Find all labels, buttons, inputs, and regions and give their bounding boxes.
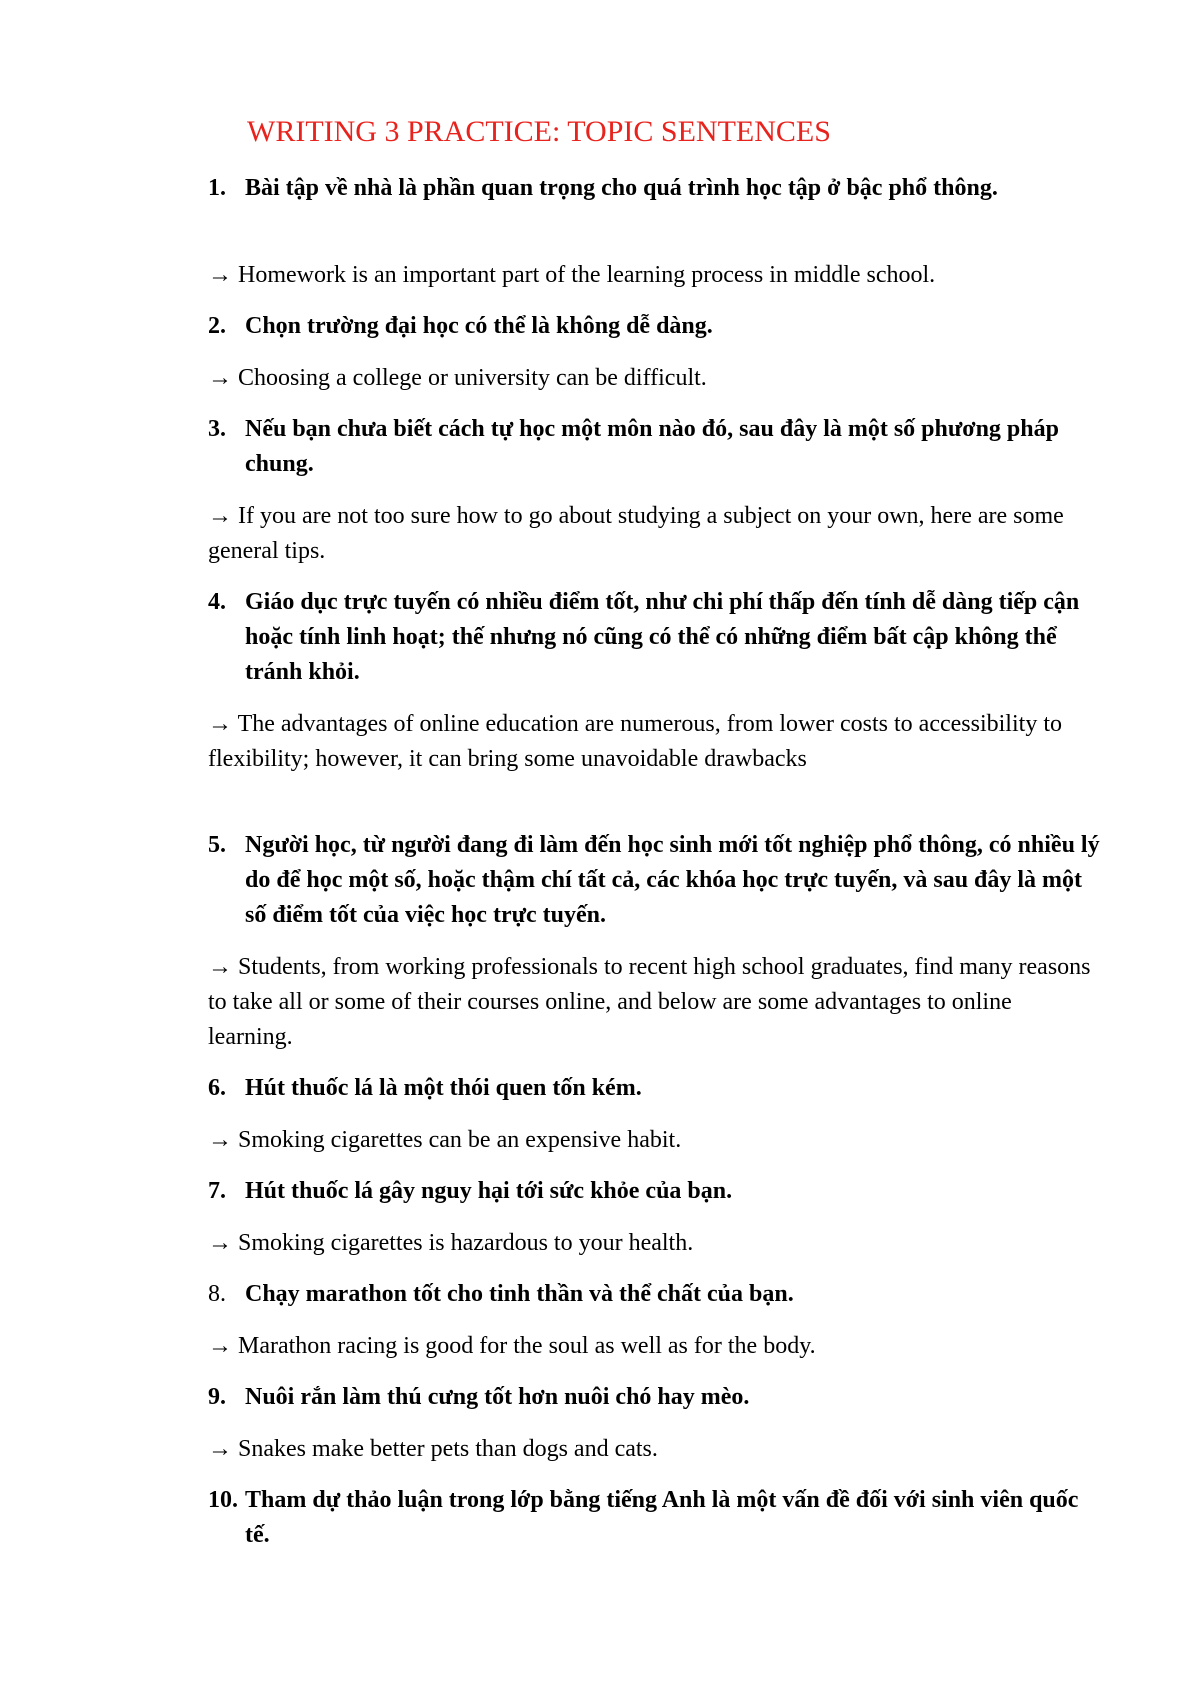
vietnamese-sentence: Người học, từ người đang đi làm đến học sinh mới tốt nghiệp phổ thông, có nhiều lý do để học một số, hoặc thậm chí tất cả, các khóa học trực tuyến, và sau đây là một số điểm tốt của việc học trực tuyến.	[245, 832, 1100, 928]
exercise-item-9	[208, 1380, 1108, 1415]
item-number: 4.	[208, 589, 226, 615]
item-number: 3.	[208, 416, 226, 442]
item-number: 5.	[208, 832, 226, 858]
english-translation: → If you are not too sure how to go about studying a subject on your own, here are some general tips.	[208, 503, 1064, 564]
vietnamese-sentence: Nếu bạn chưa biết cách tự học một môn nào đó, sau đây là một số phương pháp chung.	[245, 416, 1059, 477]
exercise-item-4	[208, 585, 1108, 690]
english-translation: → Marathon racing is good for the soul as well as for the body.	[208, 1333, 816, 1359]
item-number: 2.	[208, 313, 226, 339]
vietnamese-sentence: Hút thuốc lá gây nguy hại tới sức khỏe của bạn.	[245, 1178, 733, 1204]
item-number: 8.	[208, 1281, 226, 1307]
page-title: WRITING 3 PRACTICE: TOPIC SENTENCES	[247, 115, 831, 148]
english-translation: → The advantages of online education are numerous, from lower costs to accessibility to flexibility; however, it can bring some unavoidable drawbacks	[208, 711, 1062, 772]
exercise-item-7	[208, 1174, 1108, 1209]
exercise-item-3	[208, 412, 1108, 482]
vietnamese-sentence: Nuôi rắn làm thú cưng tốt hơn nuôi chó hay mèo.	[245, 1384, 750, 1410]
item-number: 10.	[208, 1487, 238, 1513]
item-number: 1.	[208, 175, 226, 201]
item-number: 9.	[208, 1384, 226, 1410]
exercise-item-1	[208, 171, 1108, 206]
english-translation: → Choosing a college or university can be difficult.	[208, 365, 707, 391]
exercise-item-6	[208, 1071, 1108, 1106]
exercise-item-5	[208, 828, 1108, 933]
exercise-item-10	[208, 1483, 1108, 1553]
english-translation: → Snakes make better pets than dogs and cats.	[208, 1436, 658, 1462]
vietnamese-sentence: Giáo dục trực tuyến có nhiều điểm tốt, như chi phí thấp đến tính dễ dàng tiếp cận hoặc tính linh hoạt; thế nhưng nó cũng có thể có những điểm bất cập không thể tránh khỏi.	[245, 589, 1080, 685]
vietnamese-sentence: Chạy marathon tốt cho tinh thần và thể chất của bạn.	[245, 1281, 794, 1307]
english-translation: → Students, from working professionals to recent high school graduates, find many reasons to take all or some of their courses online, and below are some advantages to online learning.	[208, 954, 1091, 1050]
vietnamese-sentence: Hút thuốc lá là một thói quen tốn kém.	[245, 1075, 642, 1101]
english-translation: → Homework is an important part of the learning process in middle school.	[208, 262, 936, 288]
item-number: 7.	[208, 1178, 226, 1204]
item-number: 6.	[208, 1075, 226, 1101]
exercise-item-2	[208, 309, 1108, 344]
vietnamese-sentence: Bài tập về nhà là phần quan trọng cho quá trình học tập ở bậc phổ thông.	[245, 175, 998, 201]
english-translation: → Smoking cigarettes can be an expensive habit.	[208, 1127, 682, 1153]
vietnamese-sentence: Chọn trường đại học có thể là không dễ dàng.	[245, 313, 713, 339]
english-translation: → Smoking cigarettes is hazardous to your health.	[208, 1230, 694, 1256]
exercise-item-8	[208, 1277, 1108, 1312]
vietnamese-sentence: Tham dự thảo luận trong lớp bằng tiếng Anh là một vấn đề đối với sinh viên quốc tế.	[245, 1487, 1079, 1548]
